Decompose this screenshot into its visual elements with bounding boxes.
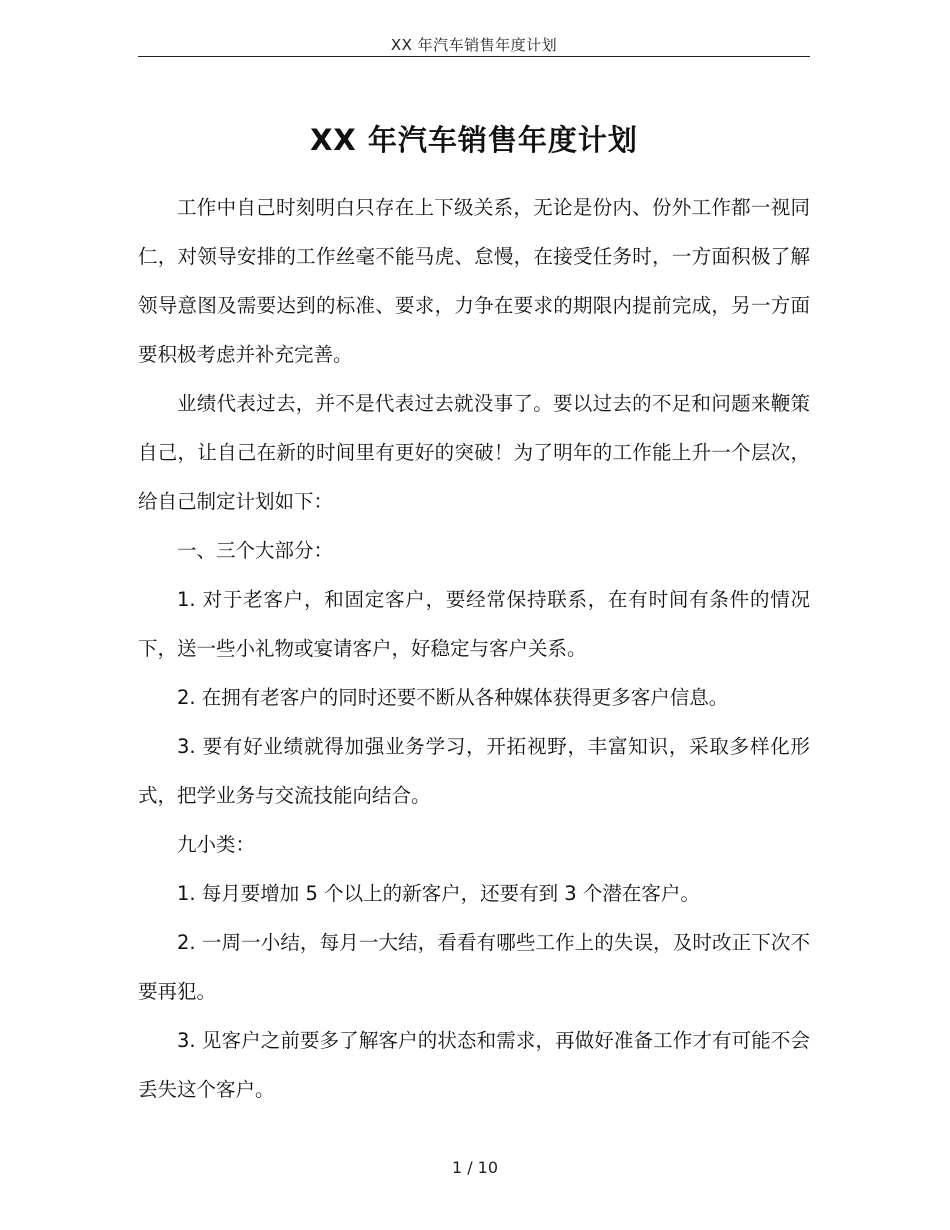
list-item-class-1: 1. 每月要增加 5 个以上的新客户，还要有到 3 个潜在客户。 (177, 882, 700, 905)
document-body (138, 183, 810, 1114)
paragraph-performance: 业绩代表过去，并不是代表过去就没事了。要以过去的不足和问题来鞭策自己，让自己在新的时间里有更好的突破！为了明年的工作能上升一个层次，给自己制定计划如下： (138, 392, 810, 513)
header-divider (138, 56, 810, 57)
page-number: 1 / 10 (451, 1158, 499, 1177)
running-header: XX 年汽车销售年度计划 (390, 36, 558, 54)
paragraph-work-attitude: 工作中自己时刻明白只存在上下级关系，无论是份内、份外工作都一视同仁，对领导安排的工作丝毫不能马虎、怠慢，在接受任务时，一方面积极了解领导意图及需要达到的标准、要求，力争在要求的期限内提前完成，另一方面要积极考虑并补充完善。 (138, 196, 810, 366)
list-item-class-2: 2. 一周一小结，每月一大结，看看有哪些工作上的失误，及时改正下次不要再犯。 (138, 931, 810, 1003)
document-title: XX 年汽车销售年度计划 (310, 123, 638, 157)
list-item-class-3: 3. 见客户之前要多了解客户的状态和需求，再做好准备工作才有可能不会丢失这个客户。 (138, 1029, 810, 1101)
list-item-part-3: 3. 要有好业绩就得加强业务学习，开拓视野，丰富知识，采取多样化形式，把学业务与交流技能向结合。 (138, 735, 810, 807)
section-heading-three-parts: 一、三个大部分： (177, 539, 334, 562)
section-heading-nine-items: 九小类： (177, 833, 256, 856)
list-item-part-2: 2. 在拥有老客户的同时还要不断从各种媒体获得更多客户信息。 (177, 686, 729, 709)
list-item-part-1: 1. 对于老客户，和固定客户，要经常保持联系，在有时间有条件的情况下，送一些小礼物或宴请客户，好稳定与客户关系。 (138, 588, 810, 660)
